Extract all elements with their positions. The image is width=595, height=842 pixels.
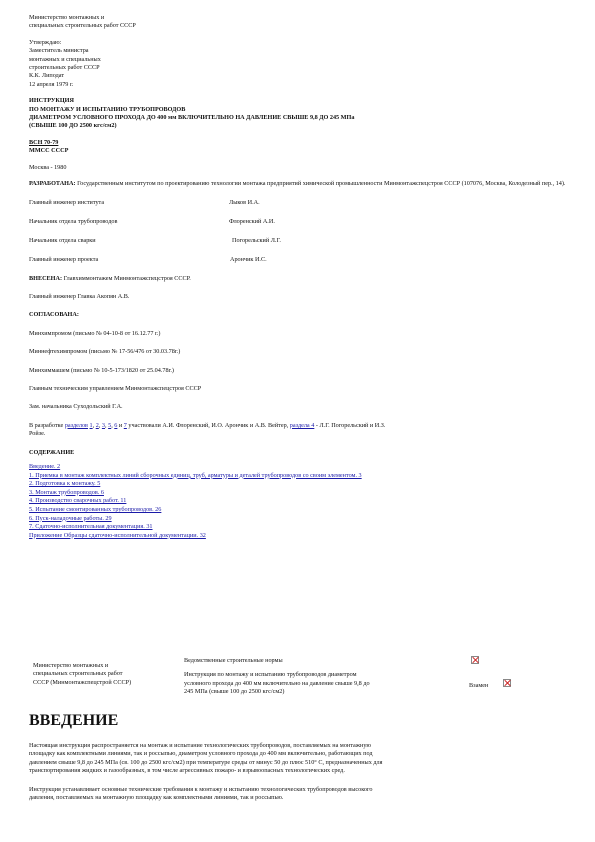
doc-title-line: ПО МОНТАЖУ И ИСПЫТАНИЮ ТРУБОПРОВОДОВ — [29, 105, 186, 113]
intro-section — [29, 742, 569, 802]
signatory-row — [29, 218, 569, 227]
signatory-name: Арончик И.С. — [230, 255, 267, 263]
introduced-chief: Главный инженер Главка Акопян А.В. — [29, 292, 130, 300]
toc-item[interactable]: 1. Приемка в монтаж комплектных линий сборочных единиц, труб, арматуры и деталей трубопроводов со своим элементом. 3 — [29, 471, 362, 479]
agreed-label: СОГЛАСОВАНА: — [29, 311, 79, 319]
signatory-role: Главный инженер проекта — [29, 255, 99, 263]
introduced-paragraph — [29, 275, 569, 283]
document-header-table — [29, 652, 569, 702]
intro-paragraph-line: давлением свыше 9,8 до 245 МПа (св. 100 до 2500 кгс/см2) при температуре среды от минус 50 до плюс 510° С, предназначенных для — [29, 758, 383, 766]
header-norms — [184, 657, 484, 697]
intro-paragraph-line: давления, поставляемых на монтажную площадку как комплектными линиями, так и россыпью. — [29, 794, 284, 802]
signatory-role: Начальник отдела сварки — [29, 236, 96, 244]
intro-heading: ВВЕДЕНИЕ — [29, 712, 119, 729]
authors-tail: - Л.Г. Погорельский и И.З. — [314, 421, 386, 429]
section-7-link[interactable]: 7 — [123, 421, 127, 429]
header-ministry-line: специальных строительных работ — [33, 670, 123, 678]
toc-item[interactable]: 7. Сдаточно-исполнительная документация. 31 — [29, 523, 153, 531]
approved-label: Утверждаю: — [29, 38, 62, 46]
header-ministry-line: СССР (Минмонтажспецстрой СССР) — [33, 678, 132, 686]
doc-title-line: ДИАМЕТРОМ УСЛОВНОГО ПРОХОДА ДО 400 мм ВКЛЮЧИТЕЛЬНО НА ДАВЛЕНИЕ СВЫШЕ 9,8 ДО 245 МПа — [29, 114, 355, 122]
broken-image-icon — [471, 656, 479, 664]
introduced-text: Главхиммонтажем Минмонтажспецстроя СССР. — [62, 274, 191, 282]
header-norms-line: Инструкция по монтажу и испытанию трубопроводов диаметром — [184, 671, 357, 679]
intro-paragraph-line: транспортирования жидких и газообразных, в том числе агрессивных пожаро- и взрывоопасных технологических сред. — [29, 767, 345, 775]
authors-prefix: В разработке — [29, 421, 65, 429]
toc-item[interactable]: 6. Пуск-наладочные работы. 29 — [29, 514, 112, 522]
document-body — [29, 14, 569, 540]
signatory-name: Лыков И.А. — [229, 198, 260, 206]
doc-title-line: ИНСТРУКЦИЯ — [29, 97, 74, 105]
approved-line: К.К. Липодат — [29, 72, 65, 80]
section-1-link[interactable]: 1 — [89, 421, 93, 429]
agreed-item: Миннефтехимпромом (письмо № 17-56/476 от 30.03.78г.) — [29, 348, 181, 356]
agreed-item: Минхимпромом (письмо № 04-10-8 от 16.12.77 г.) — [29, 329, 161, 337]
signatory-row — [29, 199, 569, 208]
approved-line: строительных работ СССР — [29, 64, 100, 72]
signatory-role: Главный инженер института — [29, 198, 105, 206]
toc-item[interactable]: Введение. 2 — [29, 462, 61, 470]
section-3-link[interactable]: 3 — [101, 421, 105, 429]
authors-tail-line: Ройзе. — [29, 430, 46, 438]
authors-paragraph: В разработке разделов 1, 2, 3, 5, 6 и 7 участвовали А.И. Флоренский, И.О. Арончик и А.В. Вейтер, раздела 4 - Л.Г. Погорельский и И.З. — [29, 421, 386, 429]
header-norms-line: условного прохода до 400 мм включительно на давление свыше 9,8 до — [184, 679, 370, 687]
toc-item[interactable]: 3. Монтаж трубопроводов. 6 — [29, 488, 104, 496]
toc-item[interactable]: Приложение Образцы сдаточно-исполнительной документации. 32 — [29, 531, 206, 539]
header-norms-line: 245 МПа (свыше 100 до 2500 кгс/см2) — [184, 688, 285, 696]
signatory-role: Начальник отдела трубопроводов — [29, 217, 118, 225]
approved-line: Заместитель министра — [29, 47, 89, 55]
agreed-item: Минхиммашем (письмо № 10-5-173/1820 от 25.04.78г.) — [29, 366, 174, 374]
header-ministry-line: Министерство монтажных и — [33, 662, 109, 669]
signatory-row — [29, 256, 569, 265]
developed-paragraph — [29, 180, 569, 188]
doc-code-org: ММСС СССР — [29, 147, 69, 155]
section-2-link[interactable]: 2 — [95, 421, 99, 429]
toc-item[interactable]: 2. Подготовка к монтажу. 5 — [29, 480, 101, 488]
intro-paragraph-line: площадку как комплектными линиями, так и россыпью, диаметром условного прохода до 400 мм включительно, работающих под — [29, 750, 373, 758]
introduced-label: ВНЕСЕНА: — [29, 274, 63, 282]
developed-label: РАЗРАБОТАНА: — [29, 180, 76, 188]
developed-text: Государственным институтом по проектированию технологии монтажа предприятий химической промышленности Минмонтажспецстроя СССР (107076, Москва, Колодезный пер., 14). — [75, 180, 566, 188]
signatory-name: Флоренский А.И. — [229, 217, 275, 225]
signatory-row — [29, 237, 569, 246]
agreed-item: Главным техническим управлением Минмонтажспецстроя СССР — [29, 384, 202, 392]
section-5-link[interactable]: 5 — [108, 421, 112, 429]
header-ministry — [33, 662, 173, 687]
approved-line: монтажных и специальных — [29, 55, 101, 63]
sections-link[interactable]: разделов — [64, 421, 88, 429]
doc-code: ВСН 70-79 — [29, 138, 59, 146]
doc-title-line: (СВЫШЕ 100 ДО 2500 кгс/см2) — [29, 122, 117, 130]
toc-heading: СОДЕРЖАНИЕ — [29, 448, 75, 456]
table-of-contents — [29, 463, 569, 540]
intro-paragraph-line: Инструкция устанавливает основные технические требования к монтажу и испытанию технологических трубопроводов высокого — [29, 785, 373, 793]
section-4-link[interactable]: раздела 4 — [289, 421, 315, 429]
ministry-line: специальных строительных работ СССР — [29, 22, 136, 30]
section-6-link[interactable]: 6 — [114, 421, 118, 429]
city-year: Москва - 1980 — [29, 163, 67, 171]
broken-image-icon — [503, 679, 511, 687]
header-norms-title: Ведомственные строительные нормы — [184, 657, 283, 664]
authors-mid: участвовали А.И. Флоренский, И.О. Арончик и А.В. Вейтер, — [126, 421, 290, 429]
intro-paragraph-line: Настоящая инструкция распространяется на монтаж и испытание технологических трубопроводов, поставляемых на монтажную — [29, 742, 372, 749]
approved-date: 12 апреля 1979 г. — [29, 80, 74, 88]
agreed-item: Зам. начальника Суходольский Г.А. — [29, 403, 123, 411]
header-replace-label: Взамен — [469, 682, 489, 689]
ministry-line: Министерство монтажных и — [29, 14, 105, 21]
toc-item[interactable]: 5. Испытание смонтированных трубопроводов. 26 — [29, 505, 162, 513]
toc-item[interactable]: 4. Производство сварочных работ. 11 — [29, 497, 127, 505]
signatory-name: Погорельский Л.Г. — [232, 236, 281, 244]
